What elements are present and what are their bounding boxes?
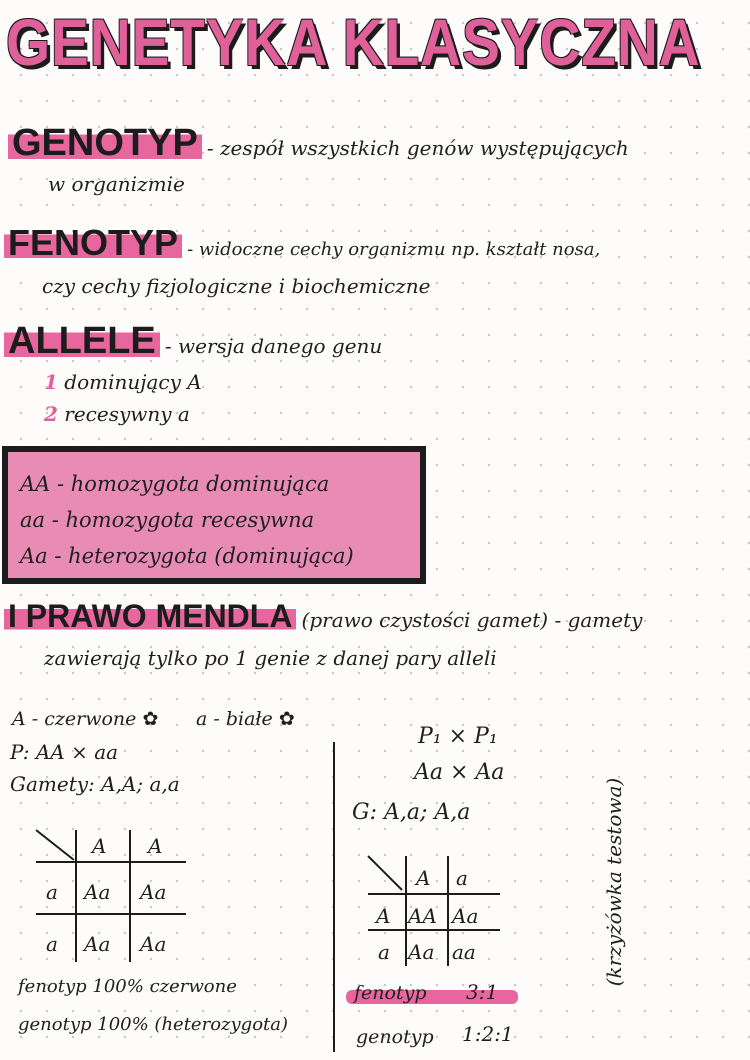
flower-icon: ✿ [142, 708, 159, 730]
left-parents: P: AA × aa [10, 740, 119, 764]
right-parents: P₁ × P₁ [418, 724, 498, 749]
right-phenotype-ratio: 3:1 [466, 980, 499, 1004]
allele-item-number: 2 [44, 402, 58, 426]
allele-definition: - wersja danego genu [164, 334, 383, 358]
divider [333, 742, 335, 1052]
genotyp-definition: - zespół wszystkich genów występujących [206, 136, 629, 160]
left-phenotype: fenotyp 100% czerwone [18, 976, 237, 997]
punnett-header-cell: A [148, 834, 163, 858]
punnett-row-label: a [46, 880, 58, 904]
fenotyp-term: FENOTYP [4, 222, 182, 263]
fenotyp-definition: - widoczne cechy organizmu np. kształt nosa, [187, 239, 601, 260]
left-genotype: genotyp 100% (heterozygota) [18, 1014, 289, 1035]
mendel-section [4, 598, 642, 635]
fenotyp-definition-cont: czy cechy fizjologiczne i biochemiczne [42, 274, 431, 298]
key-dominant: A - czerwone ✿ [12, 708, 159, 730]
allele-section [4, 320, 382, 363]
side-note: (krzyżówka testowa) [602, 777, 627, 987]
right-genotype-label: genotyp [356, 1026, 434, 1048]
fenotyp-section [4, 222, 600, 264]
punnett-header-cell: A [92, 834, 107, 858]
genotyp-definition-cont: w organizmie [48, 172, 185, 196]
allele-item [44, 370, 202, 394]
box-row: AA - homozygota dominująca [20, 472, 330, 496]
allele-item-text: recesywny a [64, 402, 190, 426]
key-recessive: a - białe ✿ [196, 708, 295, 730]
flower-icon: ✿ [278, 708, 295, 730]
punnett-row-label: A [376, 904, 391, 928]
punnett-cell: Aa [452, 904, 479, 928]
punnett-header-cell: a [456, 866, 468, 890]
allele-item [44, 402, 190, 426]
punnett-row-label: a [46, 932, 58, 956]
punnett-cell: Aa [84, 932, 111, 956]
punnett-cell: Aa [140, 880, 167, 904]
punnett-cell: Aa [408, 940, 435, 964]
punnett-cell: AA [408, 904, 437, 928]
genotyp-section [8, 122, 629, 165]
punnett-row-label: a [378, 940, 390, 964]
right-genotype-ratio: 1:2:1 [462, 1022, 514, 1046]
box-row: Aa - heterozygota (dominująca) [20, 544, 354, 568]
page-title: GENETYKA KLASYCZNA [6, 5, 701, 79]
punnett-cell: Aa [140, 932, 167, 956]
genotyp-term: GENOTYP [8, 122, 202, 164]
left-gametes: Gamety: A,A; a,a [10, 772, 180, 796]
box-row: aa - homozygota recesywna [20, 508, 315, 532]
allele-item-text: dominujący A [64, 370, 202, 394]
allele-term: ALLELE [4, 320, 160, 362]
punnett-cell: aa [452, 940, 476, 964]
allele-item-number: 1 [44, 370, 58, 394]
punnett-cell: Aa [84, 880, 111, 904]
right-parents-genotype: Aa × Aa [414, 760, 505, 785]
mendel-definition: (prawo czystości gamet) - gamety [301, 608, 643, 632]
right-gametes: G: A,a; A,a [352, 800, 471, 825]
mendel-term: I PRAWO MENDLA [4, 598, 296, 634]
mendel-definition-cont: zawierają tylko po 1 genie z danej pary alleli [44, 646, 497, 670]
genotype-types-box [2, 446, 426, 584]
punnett-header-cell: A [416, 866, 431, 890]
right-phenotype-label: fenotyp [354, 982, 427, 1004]
